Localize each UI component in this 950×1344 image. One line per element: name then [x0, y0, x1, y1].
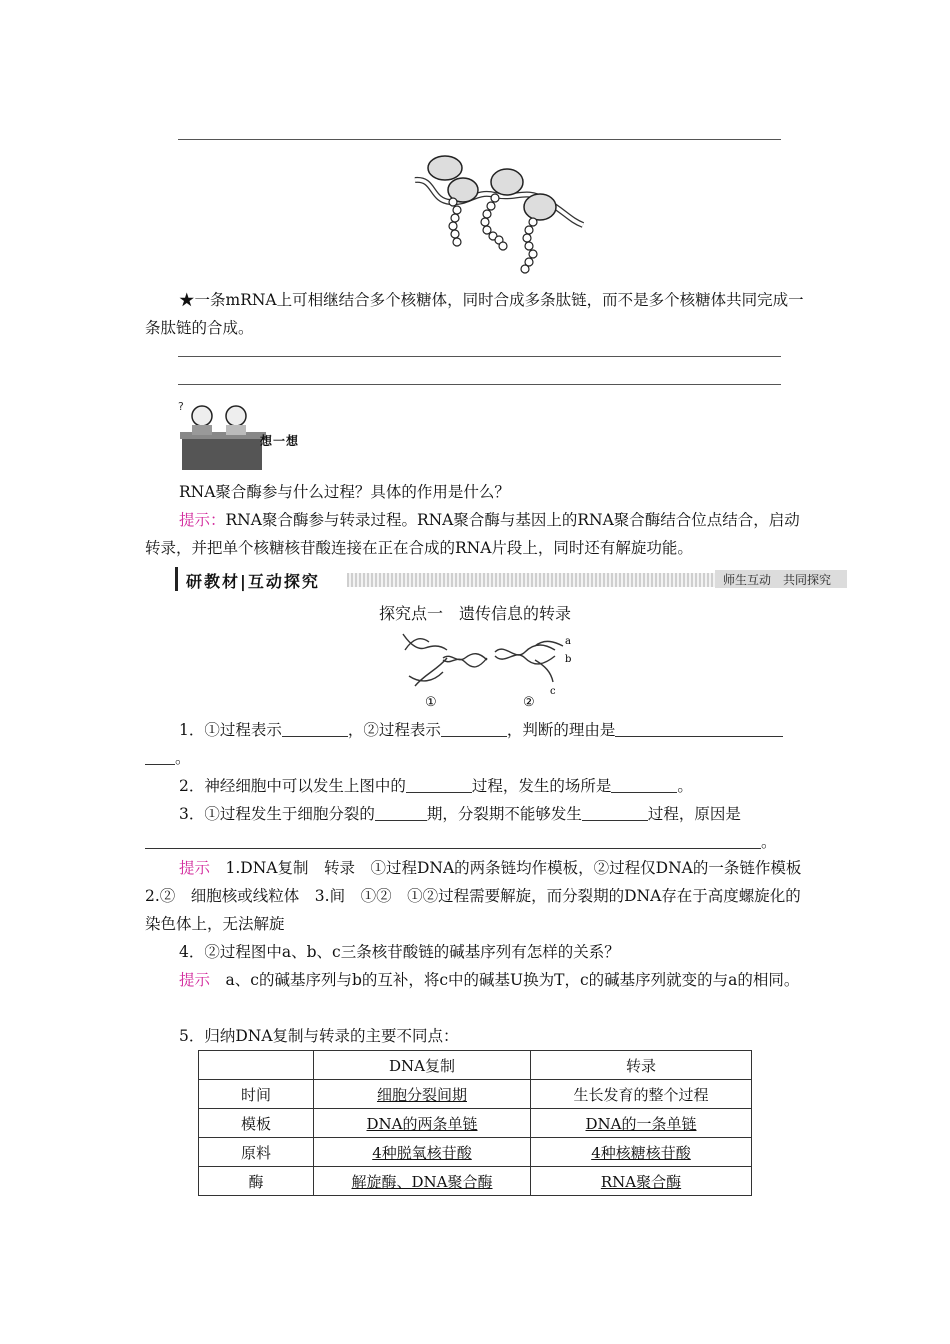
section-title: 探究点一 遗传信息的转录 [378, 604, 571, 623]
table-cell: 4种核糖核苷酸 [591, 1143, 691, 1162]
q1-text: ，②过程表示 [347, 721, 441, 739]
answer-blank[interactable] [375, 804, 427, 821]
answer-blank[interactable] [441, 720, 507, 737]
hint-prefix: 提示 [179, 971, 211, 989]
answer-blank[interactable] [145, 748, 175, 765]
table-cell: 生长发育的整个过程 [573, 1085, 709, 1104]
banner-title: 研教材|互动探究 [186, 572, 320, 591]
think-question: RNA聚合酶参与什么过程？具体的作用是什么？ [179, 483, 510, 501]
table-cell: DNA的两条单链 [366, 1114, 478, 1133]
question-1-cont [145, 744, 805, 772]
answer-blank[interactable] [615, 720, 783, 737]
table-cell: DNA的一条单链 [585, 1114, 697, 1133]
q3-end: 。 [761, 833, 777, 851]
q3-text: 3．①过程发生于细胞分裂的 [179, 805, 375, 823]
hint-text: RNA聚合酶参与转录过程。RNA聚合酶与基因上的RNA聚合酶结合位点结合，启动转录，并把单个核糖核苷酸连接在正在合成的RNA片段上，同时还有解旋功能。 [145, 511, 800, 557]
table-header-cell [199, 1051, 314, 1080]
q1-text: ，判断的理由是 [506, 721, 616, 739]
banner-right-box [715, 570, 847, 588]
q3-text: 过程，原因是 [647, 805, 741, 823]
question-2 [145, 772, 805, 800]
hint-text: a、c的碱基序列与b的互补，将c中的碱基U换为T，c的碱基序列就变的与a的相同。 [210, 971, 800, 989]
question-4: 4．②过程图中a、b、c三条核苷酸链的碱基序列有怎样的关系？ [179, 943, 620, 961]
label-b: b [565, 654, 572, 665]
table-cell: 解旋酶、DNA聚合酶 [351, 1172, 493, 1191]
table-cell: 细胞分裂间期 [376, 1085, 467, 1104]
answer-blank[interactable] [611, 776, 677, 793]
label-a: a [565, 636, 571, 647]
table-row-label: 模板 [199, 1109, 314, 1138]
q2-text: 过程，发生的场所是 [471, 777, 612, 795]
table-header-cell: DNA复制 [314, 1051, 531, 1080]
question-1 [145, 716, 805, 744]
question-5: 5．归纳DNA复制与转录的主要不同点： [179, 1027, 459, 1045]
question-3 [145, 800, 805, 828]
note-paragraph: ★一条mRNA上可相继结合多个核糖体，同时合成多条肽链，而不是多个核糖体共同完成一条肽链的合成。 [145, 291, 804, 337]
table-row-label: 酶 [199, 1167, 314, 1196]
figure-label-2: ② [523, 695, 535, 710]
banner-title-box [175, 567, 346, 591]
hint-1 [145, 854, 817, 938]
hint-prefix: 提示 [179, 859, 211, 877]
table-cell: RNA聚合酶 [600, 1172, 682, 1191]
answer-line [178, 384, 781, 385]
table-row [199, 1080, 752, 1109]
question-3-cont [145, 828, 805, 856]
answer-line [178, 356, 781, 357]
q2-end: 。 [677, 777, 693, 795]
svg-text:?: ? [178, 400, 184, 413]
answer-line [178, 139, 781, 140]
hint-prefix: 提示： [179, 511, 226, 529]
q1-text: 1．①过程表示 [179, 721, 282, 739]
label-c: c [550, 686, 556, 697]
table-header-row [199, 1051, 752, 1080]
section-banner [175, 567, 847, 591]
comparison-table [198, 1050, 752, 1196]
hint-text: 1.DNA复制 转录 ①过程DNA的两条链均作模板，②过程仅DNA的一条链作模板 2.② 细胞核或线粒体 3.间 ①② ①②过程需要解旋，而分裂期的DNA存在于高度螺旋化的染色体上，无法解旋 [145, 859, 817, 933]
dna-process-figure [395, 628, 605, 710]
answer-blank[interactable] [145, 832, 761, 849]
table-row-label: 时间 [199, 1080, 314, 1109]
figure-label-1: ① [425, 695, 437, 710]
table-cell: 4种脱氧核苷酸 [372, 1143, 472, 1162]
table-row-label: 原料 [199, 1138, 314, 1167]
answer-blank[interactable] [582, 804, 648, 821]
polysome-illustration [395, 150, 595, 280]
q2-text: 2．神经细胞中可以发生上图中的 [179, 777, 406, 795]
table-row [199, 1167, 752, 1196]
q1-end: 。 [175, 749, 191, 767]
banner-right-text: 师生互动 共同探究 [723, 573, 832, 587]
table-row [199, 1138, 752, 1167]
table-row [199, 1109, 752, 1138]
table-header-cell: 转录 [531, 1051, 752, 1080]
q3-text: 期，分裂期不能够发生 [426, 805, 582, 823]
think-icon [176, 398, 336, 473]
answer-blank[interactable] [406, 776, 472, 793]
hint-2 [145, 966, 805, 994]
think-answer [145, 506, 805, 562]
answer-blank[interactable] [282, 720, 348, 737]
think-label: 想一想 [260, 434, 300, 448]
